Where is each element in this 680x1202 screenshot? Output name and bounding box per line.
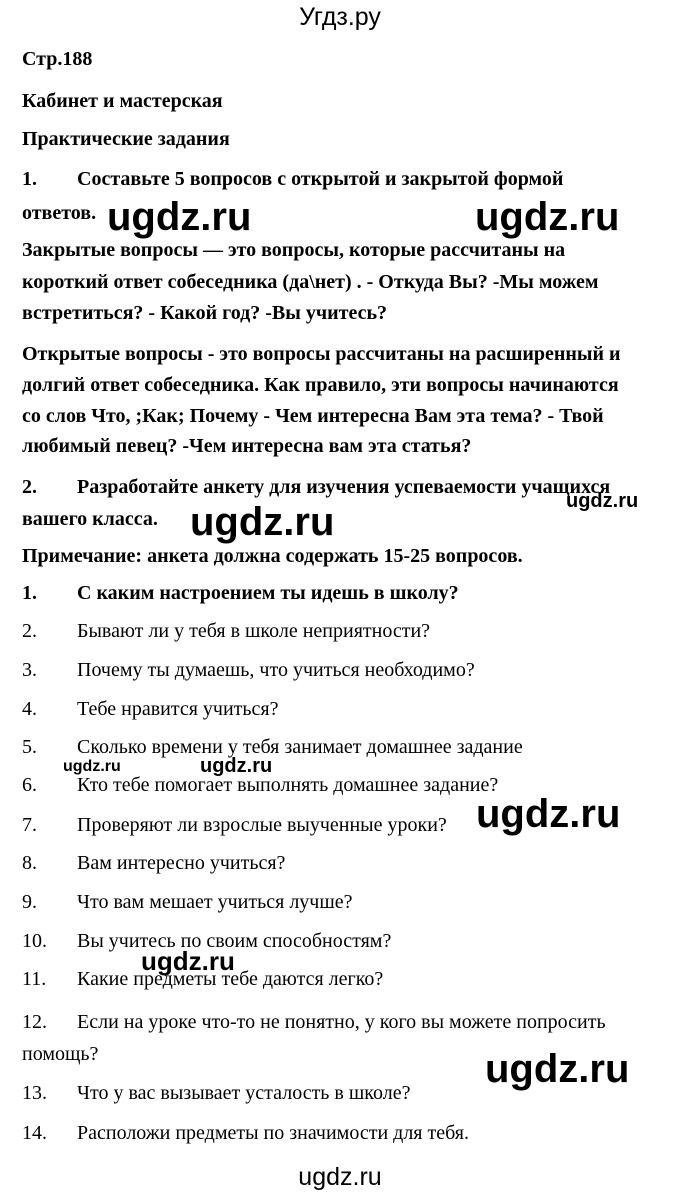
closed-questions-line-2: короткий ответ собеседника (да\нет) . - Откуда Вы? -Мы можем — [22, 271, 599, 293]
list-item: Проверяют ли взрослые выученные уроки? — [77, 814, 447, 836]
closed-questions-line-1: Закрытые вопросы — это вопросы, которые рассчитаны на — [22, 239, 566, 261]
subsection-title: Практические задания — [22, 128, 230, 150]
section-title: Кабинет и мастерская — [22, 90, 223, 112]
list-item: Тебе нравится учиться? — [77, 698, 279, 720]
list-item-number: 5. — [22, 736, 37, 758]
list-item-number: 12. — [22, 1011, 47, 1033]
list-item: Почему ты думаешь, что учиться необходимо? — [77, 659, 475, 681]
list-item: Бывают ли у тебя в школе неприятности? — [77, 620, 431, 642]
watermark: ugdz.ru — [141, 946, 235, 976]
list-item: Расположи предметы по значимости для тебя. — [77, 1122, 469, 1144]
list-item: С каким настроением ты идешь в школу? — [77, 582, 459, 604]
note: Примечание: анкета должна содержать 15-25 вопросов. — [22, 545, 523, 567]
site-footer: ugdz.ru — [298, 1163, 382, 1191]
list-item: Вам интересно учиться? — [77, 852, 286, 874]
closed-questions-line-3: встретиться? - Какой год? -Вы учитесь? — [22, 302, 388, 324]
list-item: Кто тебе помогает выполнять домашнее задание? — [77, 774, 499, 796]
open-questions-line-1: Открытые вопросы - это вопросы рассчитаны на расширенный и — [22, 343, 621, 365]
list-item: Что у вас вызывает усталость в школе? — [77, 1082, 411, 1104]
list-item: Что вам мешает учиться лучше? — [77, 891, 353, 913]
list-item-number: 2. — [22, 620, 37, 642]
watermark: ugdz.ru — [476, 792, 621, 836]
watermark: ugdz.ru — [485, 1047, 630, 1091]
list-item-number: 13. — [22, 1082, 47, 1104]
watermark: ugdz.ru — [190, 500, 335, 544]
open-questions-line-2: долгий ответ собеседника. Как правило, эти вопросы начинаются — [22, 374, 619, 396]
list-item-number: 6. — [22, 774, 37, 796]
task-2-text-cont: вашего класса. — [22, 508, 158, 530]
list-item: Если на уроке что-то не понятно, у кого вы можете попросить — [77, 1011, 606, 1033]
list-item-number: 4. — [22, 698, 37, 720]
task-1-text: Составьте 5 вопросов с открытой и закрытой формой — [77, 168, 564, 190]
watermark: ugdz.ru — [566, 490, 639, 512]
list-item-number: 1. — [22, 582, 37, 604]
list-item: Какие предметы тебе даются легко? — [77, 968, 384, 990]
open-questions-line-3: со слов Что, ;Как; Почему - Чем интересна Вам эта тема? - Твой — [22, 405, 604, 427]
page-number: Стр.188 — [22, 48, 93, 70]
watermark: ugdz.ru — [63, 758, 121, 775]
list-item-number: 9. — [22, 891, 37, 913]
list-item-cont: помощь? — [22, 1043, 99, 1065]
list-item-number: 10. — [22, 930, 47, 952]
open-questions-line-4: любимый певец? -Чем интересна вам эта статья? — [22, 435, 472, 457]
task-2-text: Разработайте анкету для изучения успеваемости учащихся — [77, 476, 611, 498]
list-item: Вы учитесь по своим способностям? — [77, 930, 392, 952]
list-item: Сколько времени у тебя занимает домашнее задание — [77, 736, 523, 758]
list-item-number: 8. — [22, 852, 37, 874]
site-header: Угдз.ру — [299, 3, 381, 31]
watermark: ugdz.ru — [475, 195, 620, 239]
list-item-number: 14. — [22, 1122, 47, 1144]
watermark: ugdz.ru — [200, 755, 273, 777]
task-1-text-cont: ответов. — [22, 202, 97, 224]
list-item-number: 3. — [22, 659, 37, 681]
task-2-number: 2. — [22, 476, 37, 498]
list-item-number: 11. — [22, 968, 47, 990]
task-1-number: 1. — [22, 168, 37, 190]
watermark: ugdz.ru — [107, 195, 252, 239]
list-item-number: 7. — [22, 814, 37, 836]
